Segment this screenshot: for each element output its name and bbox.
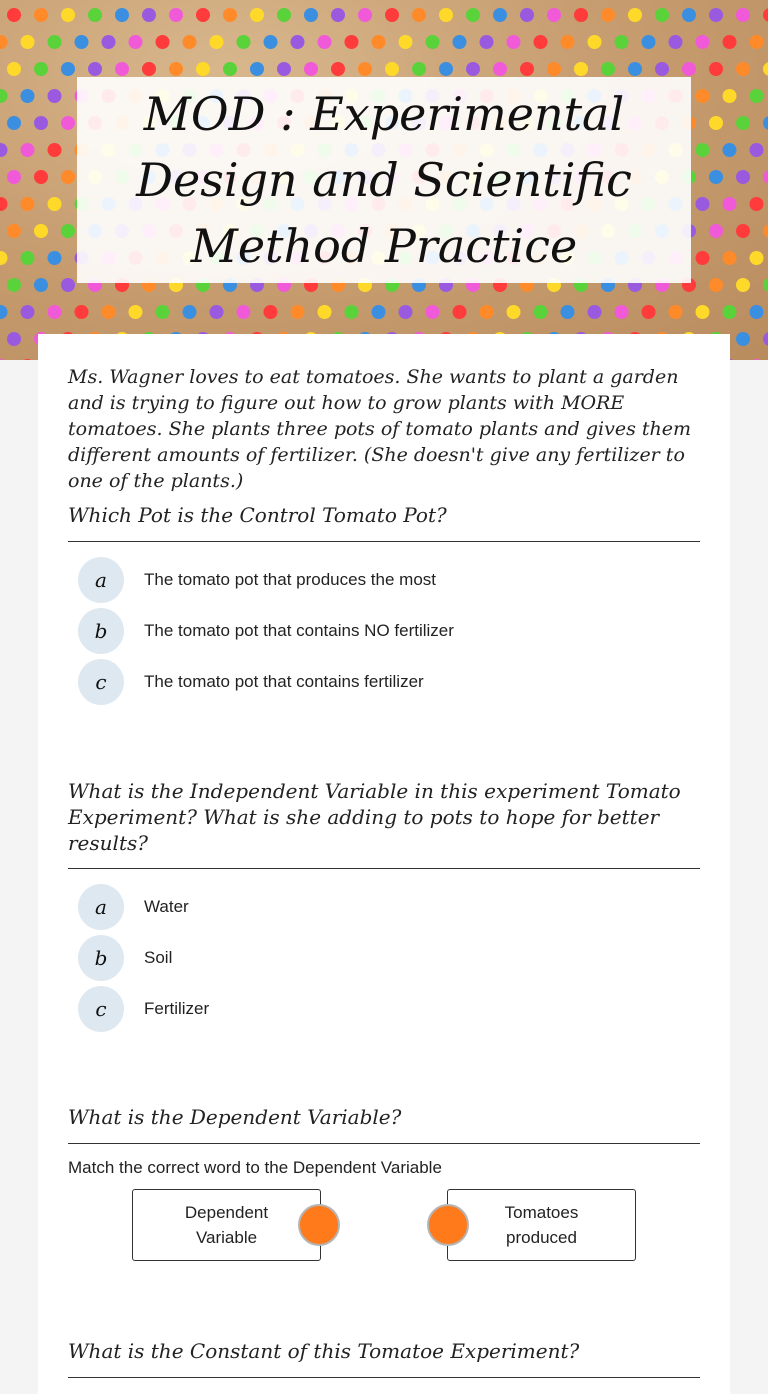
match-item-left-label: Dependent Variable xyxy=(184,1203,269,1247)
polka-dot xyxy=(723,143,737,157)
question-2-prompt: What is the Independent Variable in this experiment Tomato Experiment? What is she adding to pots to hope for better results? xyxy=(68,779,681,855)
polka-dot xyxy=(696,251,710,265)
question-1-divider xyxy=(68,541,700,542)
polka-dot xyxy=(426,305,440,319)
polka-dot xyxy=(142,62,156,76)
polka-dot xyxy=(466,8,480,22)
polka-dot xyxy=(75,35,89,49)
polka-dot xyxy=(709,170,723,184)
polka-dot xyxy=(358,62,372,76)
polka-dot xyxy=(115,8,129,22)
polka-dot xyxy=(48,89,62,103)
title-panel xyxy=(77,77,691,283)
polka-dot xyxy=(88,62,102,76)
question-2-option-b[interactable] xyxy=(78,935,172,981)
polka-dot xyxy=(277,8,291,22)
polka-dot xyxy=(48,197,62,211)
polka-dot xyxy=(520,62,534,76)
polka-dot xyxy=(466,62,480,76)
match-item-right[interactable] xyxy=(447,1189,636,1261)
polka-dot xyxy=(453,305,467,319)
polka-dot xyxy=(7,332,21,346)
polka-dot xyxy=(547,62,561,76)
polka-dot xyxy=(61,278,75,292)
polka-dot xyxy=(0,251,8,265)
polka-dot xyxy=(21,89,35,103)
polka-dot xyxy=(534,305,548,319)
polka-dot xyxy=(48,251,62,265)
option-label: Water xyxy=(144,897,189,916)
polka-dot xyxy=(736,332,750,346)
polka-dot xyxy=(156,35,170,49)
polka-dot xyxy=(750,197,764,211)
polka-dot xyxy=(169,8,183,22)
polka-dot xyxy=(561,305,575,319)
match-connector-left[interactable] xyxy=(298,1204,340,1246)
polka-dot xyxy=(372,305,386,319)
polka-dot xyxy=(439,8,453,22)
polka-dot xyxy=(669,305,683,319)
polka-dot xyxy=(34,170,48,184)
worksheet-card xyxy=(38,334,730,1394)
polka-dot xyxy=(723,89,737,103)
polka-dot xyxy=(750,89,764,103)
polka-dot xyxy=(48,143,62,157)
option-letter-badge: b xyxy=(78,935,124,981)
worksheet-title: MOD : Experimental Design and Scientific Method Practice xyxy=(136,87,632,273)
polka-dot xyxy=(331,62,345,76)
option-label: The tomato pot that contains fertilizer xyxy=(144,672,424,691)
option-label: Fertilizer xyxy=(144,999,210,1018)
polka-dot xyxy=(129,35,143,49)
polka-dot xyxy=(34,224,48,238)
polka-dot xyxy=(520,8,534,22)
polka-dot xyxy=(588,35,602,49)
polka-dot xyxy=(102,305,116,319)
polka-dot xyxy=(723,305,737,319)
polka-dot xyxy=(723,251,737,265)
polka-dot xyxy=(183,305,197,319)
option-letter-badge: c xyxy=(78,986,124,1032)
polka-dot xyxy=(237,35,251,49)
question-3-instruction: Match the correct word to the Dependent Variable xyxy=(68,1158,442,1177)
polka-dot xyxy=(277,62,291,76)
polka-dot xyxy=(385,62,399,76)
polka-dot xyxy=(493,62,507,76)
polka-dot xyxy=(736,170,750,184)
polka-dot xyxy=(21,251,35,265)
polka-dot xyxy=(61,224,75,238)
polka-dot xyxy=(763,278,768,292)
polka-dot xyxy=(655,62,669,76)
polka-dot xyxy=(0,305,8,319)
polka-dot xyxy=(763,8,768,22)
polka-dot xyxy=(615,35,629,49)
polka-dot xyxy=(34,278,48,292)
polka-dot xyxy=(696,305,710,319)
question-2-divider xyxy=(68,868,700,869)
polka-dot xyxy=(709,116,723,130)
polka-dot xyxy=(399,305,413,319)
polka-dot xyxy=(7,116,21,130)
match-item-right-label: Tomatoes produced xyxy=(504,1203,579,1247)
polka-dot xyxy=(696,143,710,157)
polka-dot xyxy=(21,197,35,211)
polka-dot xyxy=(304,62,318,76)
polka-dot xyxy=(264,305,278,319)
question-1-option-b[interactable] xyxy=(78,608,454,654)
polka-dot xyxy=(223,8,237,22)
question-1-intro: Ms. Wagner loves to eat tomatoes. She wants to plant a garden and is trying to figure out how to grow plants with MORE tomatoes. She plants three pots of tomato plants and gives them different amounts of fertilizer. (She doesn't give any fertilizer to one of the plants.) xyxy=(68,366,692,492)
polka-dot xyxy=(7,170,21,184)
polka-dot xyxy=(21,359,35,360)
polka-dot xyxy=(480,35,494,49)
polka-dot xyxy=(196,62,210,76)
polka-dot xyxy=(628,62,642,76)
question-1-option-a[interactable] xyxy=(78,557,436,603)
option-letter-badge: c xyxy=(78,659,124,705)
question-2-option-a[interactable] xyxy=(78,884,189,930)
polka-dot xyxy=(723,197,737,211)
polka-dot xyxy=(21,143,35,157)
polka-dot xyxy=(291,305,305,319)
polka-dot xyxy=(534,35,548,49)
polka-dot xyxy=(412,62,426,76)
polka-dot xyxy=(61,62,75,76)
polka-dot xyxy=(345,305,359,319)
polka-dot xyxy=(61,8,75,22)
polka-dot xyxy=(61,170,75,184)
polka-dot xyxy=(61,116,75,130)
polka-dot xyxy=(736,62,750,76)
polka-dot xyxy=(0,197,8,211)
polka-dot xyxy=(628,8,642,22)
question-1-prompt: Which Pot is the Control Tomato Pot? xyxy=(68,503,447,527)
polka-dot xyxy=(102,35,116,49)
polka-dot xyxy=(21,305,35,319)
polka-dot xyxy=(709,224,723,238)
polka-dot xyxy=(736,278,750,292)
polka-dot xyxy=(750,143,764,157)
question-4-prompt: What is the Constant of this Tomatoe Experiment? xyxy=(68,1339,580,1363)
polka-dot xyxy=(507,305,521,319)
option-label: The tomato pot that contains NO fertilizer xyxy=(144,621,454,640)
polka-dot xyxy=(763,116,768,130)
polka-dot xyxy=(696,89,710,103)
polka-dot xyxy=(493,8,507,22)
question-4-divider xyxy=(68,1377,700,1378)
polka-dot xyxy=(439,62,453,76)
polka-dot xyxy=(250,8,264,22)
polka-dot xyxy=(0,35,8,49)
polka-dot xyxy=(709,62,723,76)
polka-dot xyxy=(655,8,669,22)
polka-dot xyxy=(75,305,89,319)
polka-dot xyxy=(642,305,656,319)
polka-dot xyxy=(696,197,710,211)
header-banner xyxy=(0,0,768,360)
polka-dot xyxy=(750,305,764,319)
polka-dot xyxy=(399,35,413,49)
polka-dot xyxy=(561,35,575,49)
polka-dot xyxy=(763,62,768,76)
match-connector-right[interactable] xyxy=(427,1204,469,1246)
polka-dot xyxy=(7,278,21,292)
polka-dot xyxy=(588,305,602,319)
polka-dot xyxy=(480,305,494,319)
polka-dot xyxy=(696,35,710,49)
polka-dot xyxy=(547,8,561,22)
polka-dot xyxy=(763,170,768,184)
polka-dot xyxy=(7,62,21,76)
polka-dot xyxy=(21,35,35,49)
polka-dot xyxy=(291,35,305,49)
polka-dot xyxy=(34,62,48,76)
polka-dot xyxy=(709,8,723,22)
polka-dot xyxy=(0,89,8,103)
polka-dot xyxy=(156,305,170,319)
polka-dot xyxy=(318,35,332,49)
match-item-left[interactable] xyxy=(132,1189,321,1261)
polka-dot xyxy=(358,8,372,22)
polka-dot xyxy=(642,35,656,49)
polka-dot xyxy=(115,62,129,76)
polka-dot xyxy=(0,143,8,157)
polka-dot xyxy=(750,359,764,360)
polka-dot xyxy=(331,8,345,22)
polka-dot xyxy=(682,62,696,76)
polka-dot xyxy=(169,62,183,76)
polka-dot xyxy=(250,62,264,76)
question-3-prompt: What is the Dependent Variable? xyxy=(68,1105,402,1129)
polka-dot xyxy=(48,305,62,319)
polka-dot xyxy=(183,35,197,49)
polka-dot xyxy=(601,8,615,22)
polka-dot xyxy=(34,8,48,22)
polka-dot xyxy=(736,116,750,130)
polka-dot xyxy=(210,35,224,49)
polka-dot xyxy=(763,332,768,346)
polka-dot xyxy=(385,8,399,22)
polka-dot xyxy=(750,35,764,49)
polka-dot xyxy=(142,8,156,22)
question-3-divider xyxy=(68,1143,700,1144)
option-label: Soil xyxy=(144,948,173,967)
polka-dot xyxy=(372,35,386,49)
polka-dot xyxy=(736,8,750,22)
polka-dot xyxy=(682,8,696,22)
option-letter-badge: a xyxy=(78,557,124,603)
option-letter-badge: b xyxy=(78,608,124,654)
polka-dot xyxy=(129,305,143,319)
polka-dot xyxy=(750,251,764,265)
polka-dot xyxy=(318,305,332,319)
polka-dot xyxy=(34,116,48,130)
polka-dot xyxy=(601,62,615,76)
polka-dot xyxy=(304,8,318,22)
polka-dot xyxy=(7,224,21,238)
polka-dot xyxy=(615,305,629,319)
polka-dot xyxy=(426,35,440,49)
polka-dot xyxy=(7,8,21,22)
option-label: The tomato pot that produces the most xyxy=(144,570,436,589)
question-1-option-c[interactable] xyxy=(78,659,424,705)
polka-dot xyxy=(669,35,683,49)
polka-dot xyxy=(345,35,359,49)
polka-dot xyxy=(210,305,224,319)
polka-dot xyxy=(223,62,237,76)
polka-dot xyxy=(574,8,588,22)
polka-dot xyxy=(88,8,102,22)
option-letter-badge: a xyxy=(78,884,124,930)
polka-dot xyxy=(48,35,62,49)
polka-dot xyxy=(453,35,467,49)
polka-dot xyxy=(507,35,521,49)
polka-dot xyxy=(412,8,426,22)
polka-dot xyxy=(264,35,278,49)
polka-dot xyxy=(723,35,737,49)
polka-dot xyxy=(237,305,251,319)
polka-dot xyxy=(709,278,723,292)
polka-dot xyxy=(0,359,8,360)
polka-dot xyxy=(736,224,750,238)
question-2-option-c[interactable] xyxy=(78,986,209,1032)
polka-dot xyxy=(196,8,210,22)
polka-dot xyxy=(763,224,768,238)
polka-dot xyxy=(574,62,588,76)
